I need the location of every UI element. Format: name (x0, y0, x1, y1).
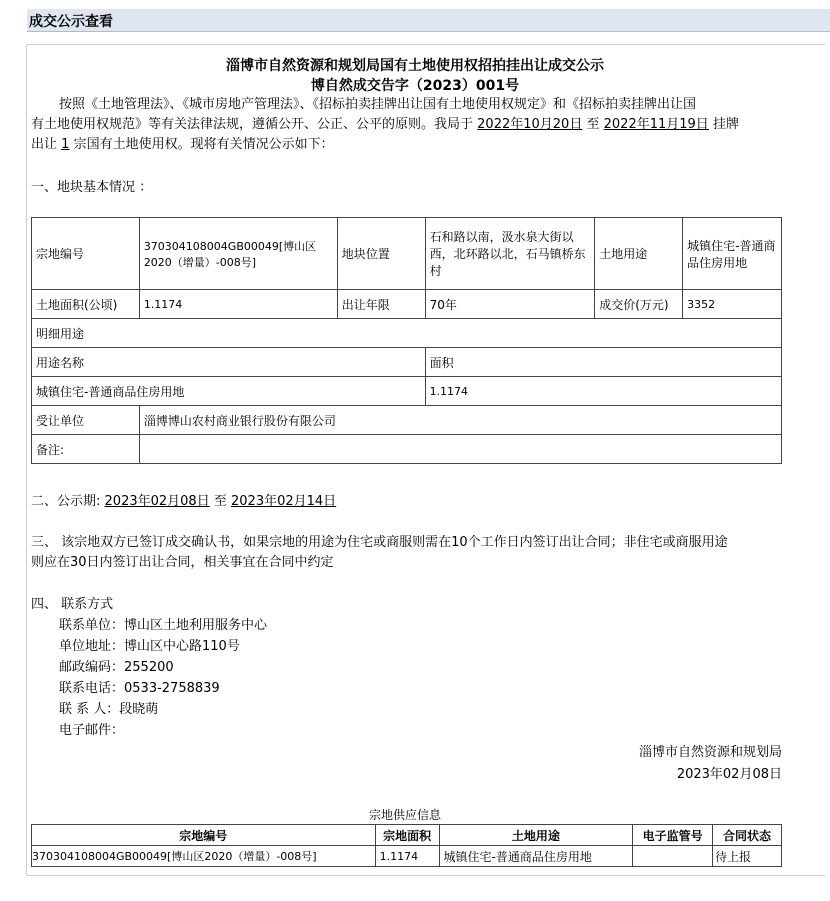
label-price: 成交价(万元) (595, 290, 683, 319)
label-code: 宗地编号 (32, 218, 140, 290)
header-use: 土地用途 (439, 825, 633, 846)
label-detail: 明细用途 (32, 319, 782, 348)
supply-table (31, 824, 782, 867)
label-use: 土地用途 (595, 218, 683, 290)
supply-caption: 宗地供应信息 (368, 808, 441, 822)
row-supervision (633, 846, 713, 867)
contact-unit: 联系单位：博山区土地利用服务中心 (59, 618, 268, 633)
label-remark: 备注: (32, 435, 140, 464)
header-supervision: 电子监管号 (633, 825, 713, 846)
contact-zip: 邮政编码：255200 (59, 660, 174, 675)
row-area: 1.1174 (375, 846, 439, 867)
contact-person: 联 系 人：段晓萌 (59, 702, 159, 717)
sign-org: 淄博市自然资源和规划局 (638, 745, 782, 760)
contact-email: 电子邮件： (59, 723, 125, 738)
row-use: 城镇住宅-普通商品住房用地 (439, 846, 633, 867)
header-area: 宗地面积 (375, 825, 439, 846)
date-from: 2022年10月20日 (477, 117, 583, 132)
row-contract: 待上报 (713, 846, 782, 867)
label-detail-area: 面积 (425, 348, 781, 377)
label-term: 出让年限 (337, 290, 425, 319)
notice-title: 淄博市自然资源和规划局国有土地使用权招拍挂出让成交公示 (226, 58, 604, 74)
parcel-term: 70年 (425, 290, 595, 319)
contact-title: 四、 联系方式 (31, 597, 114, 612)
parcel-count: 1 (61, 137, 70, 152)
notice-to: 2023年02月14日 (231, 494, 337, 509)
label-location: 地块位置 (337, 218, 425, 290)
row-code: 370304108004GB00049[博山区2020（增量）-008号] (32, 846, 376, 867)
intro-line-2: 有土地使用权规范》等有关法律法规，遵循公开、公正、公平的原则。我局于 2022年10月20日 至 2022年11月19日 挂牌 (31, 117, 739, 132)
date-to: 2022年11月19日 (603, 117, 709, 132)
supply-header-row (32, 825, 782, 846)
notice-from: 2023年02月08日 (104, 494, 210, 509)
section-2: 二、公示期: 2023年02月08日 至 2023年02月14日 (31, 494, 337, 509)
parcel-location: 石和路以南，汲水泉大街以西，北环路以北，石马镇桥东村 (425, 218, 595, 290)
parcel-table (31, 217, 782, 464)
parcel-price: 3352 (683, 290, 782, 319)
contact-phone: 联系电话：0533-2758839 (59, 681, 220, 696)
intro-line-3: 出让 1 宗国有土地使用权。现将有关情况公示如下： (31, 137, 334, 152)
label-area: 土地面积(公顷) (32, 290, 140, 319)
detail-use: 城镇住宅-普通商品住房用地 (32, 377, 426, 406)
grantee: 淄博博山农村商业银行股份有限公司 (139, 406, 781, 435)
contact-address: 单位地址：博山区中心路110号 (59, 639, 240, 654)
remark (139, 435, 781, 464)
section-1-heading: 一、地块基本情况 ： (31, 180, 153, 195)
parcel-code: 370304108004GB00049[博山区2020（增量）-008号] (139, 218, 337, 290)
parcel-area: 1.1174 (139, 290, 337, 319)
detail-area: 1.1174 (425, 377, 781, 406)
header-contract: 合同状态 (713, 825, 782, 846)
label-grantee: 受让单位 (32, 406, 140, 435)
section-4 (31, 594, 791, 741)
parcel-use: 城镇住宅-普通商品住房用地 (683, 218, 782, 290)
page-title: 成交公示查看 (29, 14, 113, 30)
label-use-name: 用途名称 (32, 348, 426, 377)
notice-doc-no: 博自然成交告字（2023）001号 (310, 78, 520, 94)
page-titlebar (27, 9, 830, 32)
table-row (32, 846, 782, 867)
intro-paragraph (31, 95, 791, 155)
header-code: 宗地编号 (32, 825, 376, 846)
intro-line-1: 按照《土地管理法》、《城市房地产管理法》、《招标拍卖挂牌出让国有土地使用权规定》和《招标拍卖挂牌出让国 (59, 97, 697, 112)
section-3: 三、 该宗地双方已签订成交确认书，如果宗地的用途为住宅或商服则需在10个工作日内签订出让合同；非住宅或商服用途 则应在30日内签订出让合同，相关事宜在合同中约定 (31, 535, 728, 570)
sign-date: 2023年02月08日 (676, 767, 782, 782)
